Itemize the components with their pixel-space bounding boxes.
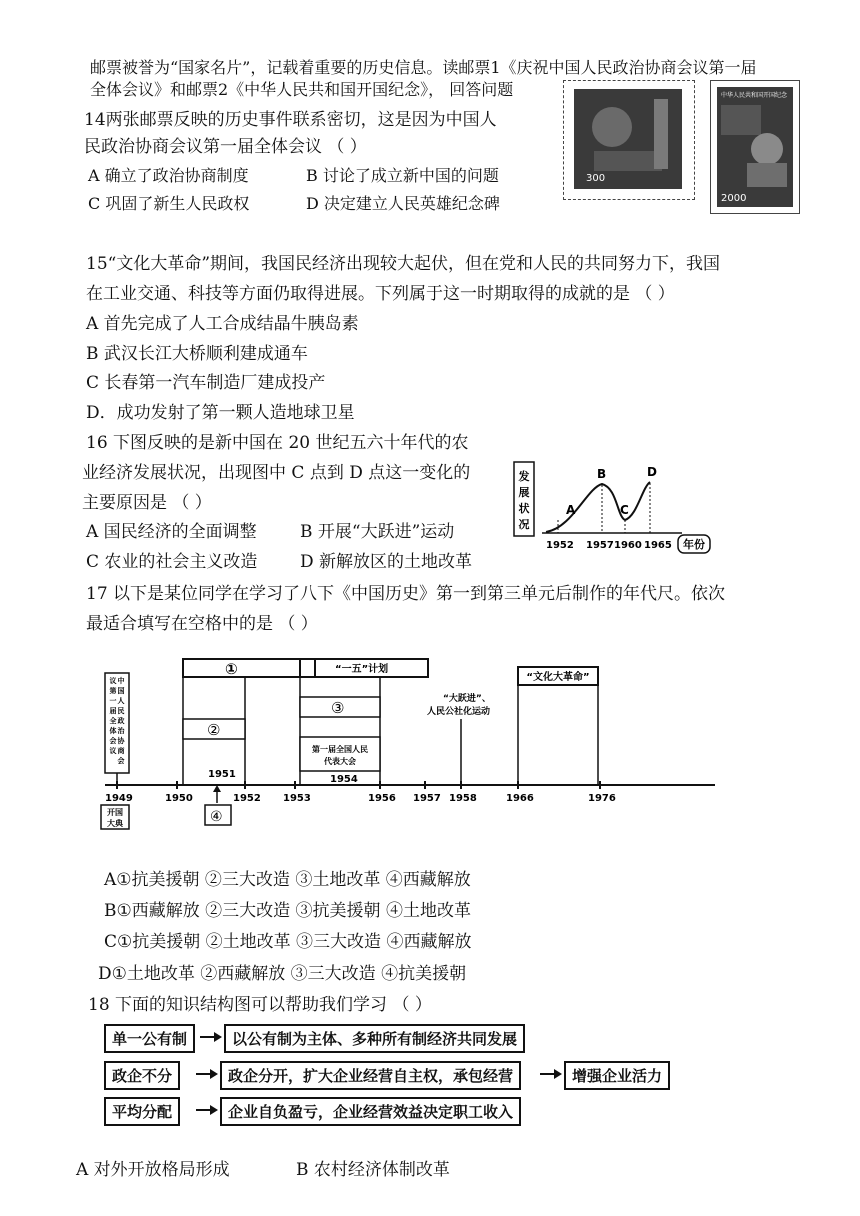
cppcc-char: 人 (117, 697, 125, 705)
q14-option-c: C 巩固了新生人民政权 (88, 194, 250, 213)
q16-development-graph (512, 458, 712, 560)
year-label-1950: 1950 (165, 793, 193, 804)
year-label-1966: 1966 (506, 793, 534, 804)
q17-option-a: A①抗美援朝 ②三大改造 ③土地改革 ④西藏解放 (104, 870, 471, 890)
cultural-revolution-label: “文化大革命” (526, 672, 590, 683)
stamp-1-value: 300 (586, 173, 606, 184)
q15-option-c: C 长春第一汽车制造厂建成投产 (86, 373, 326, 393)
intro-line-2: 全体会议》和邮票2《中华人民共和国开国纪念》， 回答问题 (90, 80, 514, 99)
q18-arrow-3-icon (540, 1067, 564, 1081)
timeline-box-1-label: ① (225, 660, 238, 678)
q18-vitality-box: 增强企业活力 (564, 1061, 670, 1090)
q18-single-ownership-box: 单一公有制 (104, 1024, 195, 1053)
cppcc-char: 全 (109, 717, 117, 725)
q16-ylabel-char-0: 发 (518, 470, 530, 483)
q16-option-d: D 新解放区的土地改革 (300, 552, 473, 572)
cppcc-char: 民 (117, 707, 125, 715)
q16-xlabel: 年份 (683, 538, 705, 551)
cppcc-char: 会 (117, 757, 125, 765)
year-label-1958: 1958 (449, 793, 477, 804)
q14-stem-1: 14两张邮票反映的历史事件联系密切，这是因为中国人 (84, 110, 497, 130)
q17-timeline (95, 655, 735, 835)
q16-ylabel-char-2: 状 (518, 502, 530, 515)
cppcc-char: 治 (117, 727, 125, 735)
q18-option-a: A 对外开放格局形成 (76, 1160, 230, 1180)
q16-point-a: A (566, 503, 576, 517)
q16-point-d: D (647, 465, 657, 479)
q17-option-b: B①西藏解放 ②三大改造 ③抗美援朝 ④土地改革 (104, 901, 471, 921)
q17-option-c: C①抗美援朝 ②土地改革 ③三大改造 ④西藏解放 (104, 932, 472, 952)
q18-arrow-4-icon (196, 1103, 220, 1117)
intro-line-1: 邮票被誉为“国家名片”，记载着重要的历史信息。读邮票1《庆祝中国人民政治协商会议第一届 (90, 58, 757, 77)
q16-tick-1957: 1957 (586, 540, 614, 551)
stamp-2-header: 中华人民共和国开国纪念 (721, 92, 788, 99)
q15-option-a: A 首先完成了人工合成结晶牛胰岛素 (86, 314, 359, 334)
q16-stem-3: 主要原因是 （ ） (82, 493, 212, 513)
q18-arrow-1-icon (200, 1030, 224, 1044)
year-label-1949: 1949 (105, 793, 133, 804)
stamp-1 (563, 80, 695, 200)
q16-ylabel-char-3: 况 (518, 518, 530, 531)
cppcc-char: 一 (109, 697, 117, 705)
stamp-2-value: 2000 (721, 193, 747, 204)
stamp-2 (710, 80, 800, 214)
cppcc-char: 中 (117, 677, 125, 685)
q16-tick-1965: 1965 (644, 540, 672, 551)
cppcc-label (110, 676, 126, 765)
founding-label-2: 大典 (107, 819, 123, 828)
q18-self-responsibility-box: 企业自负盈亏，企业经营效益决定职工收入 (220, 1097, 521, 1126)
q16-curve (546, 482, 650, 532)
cppcc-char: 商 (117, 747, 125, 755)
q16-stem-2: 业经济发展状况，出现图中 C 点到 D 点这一变化的 (82, 463, 471, 483)
cppcc-char: 政 (117, 717, 125, 725)
cppcc-char: 议 (109, 747, 117, 755)
year-label-1976: 1976 (588, 793, 616, 804)
timeline-box-3-label: ③ (331, 699, 345, 717)
q18-stem: 18 下面的知识结构图可以帮助我们学习 （ ） (88, 995, 432, 1015)
q18-gov-enterprise-box: 政企不分 (104, 1061, 180, 1090)
q16-tick-1960: 1960 (614, 540, 642, 551)
year-1954-label: 1954 (330, 774, 358, 785)
stamp-2-flag-icon (717, 101, 793, 191)
npc-label-2: 代表大会 (324, 757, 356, 766)
cppcc-char: 国 (117, 687, 125, 695)
q16-tick-1952: 1952 (546, 540, 574, 551)
cppcc-char: 第 (109, 687, 117, 695)
q15-option-b: B 武汉长江大桥顺利建成通车 (86, 344, 308, 364)
q18-separation-box: 政企分开，扩大企业经营自主权，承包经营 (220, 1061, 521, 1090)
q18-arrow-2-icon (196, 1067, 220, 1081)
box-4-arrowhead-icon (213, 785, 221, 792)
great-leap-label-1: “大跃进”、 (443, 694, 491, 704)
q16-option-b: B 开展“大跃进”运动 (300, 522, 455, 542)
q16-option-c: C 农业的社会主义改造 (86, 552, 258, 572)
cppcc-char: 协 (117, 737, 125, 745)
year-label-1953: 1953 (283, 793, 311, 804)
q16-point-c: C (620, 503, 629, 517)
q14-option-d: D 决定建立人民英雄纪念碑 (306, 194, 500, 213)
q16-stem-1: 16 下图反映的是新中国在 20 世纪五六十年代的农 (86, 433, 469, 453)
cppcc-char: 会 (109, 737, 117, 745)
q17-option-d: D①土地改革 ②西藏解放 ③三大改造 ④抗美援朝 (98, 964, 467, 984)
q18-option-b: B 农村经济体制改革 (296, 1160, 450, 1180)
q18-equal-distribution-box: 平均分配 (104, 1097, 180, 1126)
q15-stem-1: 15“文化大革命”期间，我国民经济出现较大起伏，但在党和人民的共同努力下，我国 (86, 254, 721, 274)
cppcc-char: 议 (109, 677, 117, 685)
timeline-box-2-label: ② (207, 721, 221, 739)
great-leap-label-2: 人民公社化运动 (427, 707, 491, 717)
timeline-box-4-label: ④ (210, 809, 223, 825)
year-label-1952: 1952 (233, 793, 261, 804)
q16-ylabel-char-1: 展 (518, 486, 530, 499)
q14-stem-2: 民政治协商会议第一届全体会议 （ ） (84, 137, 367, 157)
npc-label-1: 第一届全国人民 (312, 745, 368, 754)
year-1951-label: 1951 (208, 769, 236, 780)
year-label-1956: 1956 (368, 793, 396, 804)
year-label-1957: 1957 (413, 793, 441, 804)
q17-stem-1: 17 以下是某位同学在学习了八下《中国历史》第一到第三单元后制作的年代尺。依次 (86, 584, 726, 604)
cppcc-char: 届 (109, 707, 117, 715)
q14-option-a: A 确立了政治协商制度 (88, 166, 249, 185)
timeline-box-1 (183, 659, 315, 677)
q16-option-a: A 国民经济的全面调整 (86, 522, 257, 542)
q15-option-d: D．成功发射了第一颗人造地球卫星 (86, 403, 355, 423)
q14-option-b: B 讨论了成立新中国的问题 (306, 166, 499, 185)
q18-public-ownership-box: 以公有制为主体、多种所有制经济共同发展 (224, 1024, 525, 1053)
five-year-plan-label: “一五”计划 (335, 664, 389, 675)
q16-point-b: B (597, 467, 607, 481)
cppcc-char: 体 (109, 727, 117, 735)
q15-stem-2: 在工业交通、科技等方面仍取得进展。下列属于这一时期取得的成就的是 （ ） (86, 284, 675, 304)
founding-label-1: 开国 (107, 808, 123, 817)
q17-stem-2: 最适合填写在空格中的是 （ ） (86, 614, 318, 634)
